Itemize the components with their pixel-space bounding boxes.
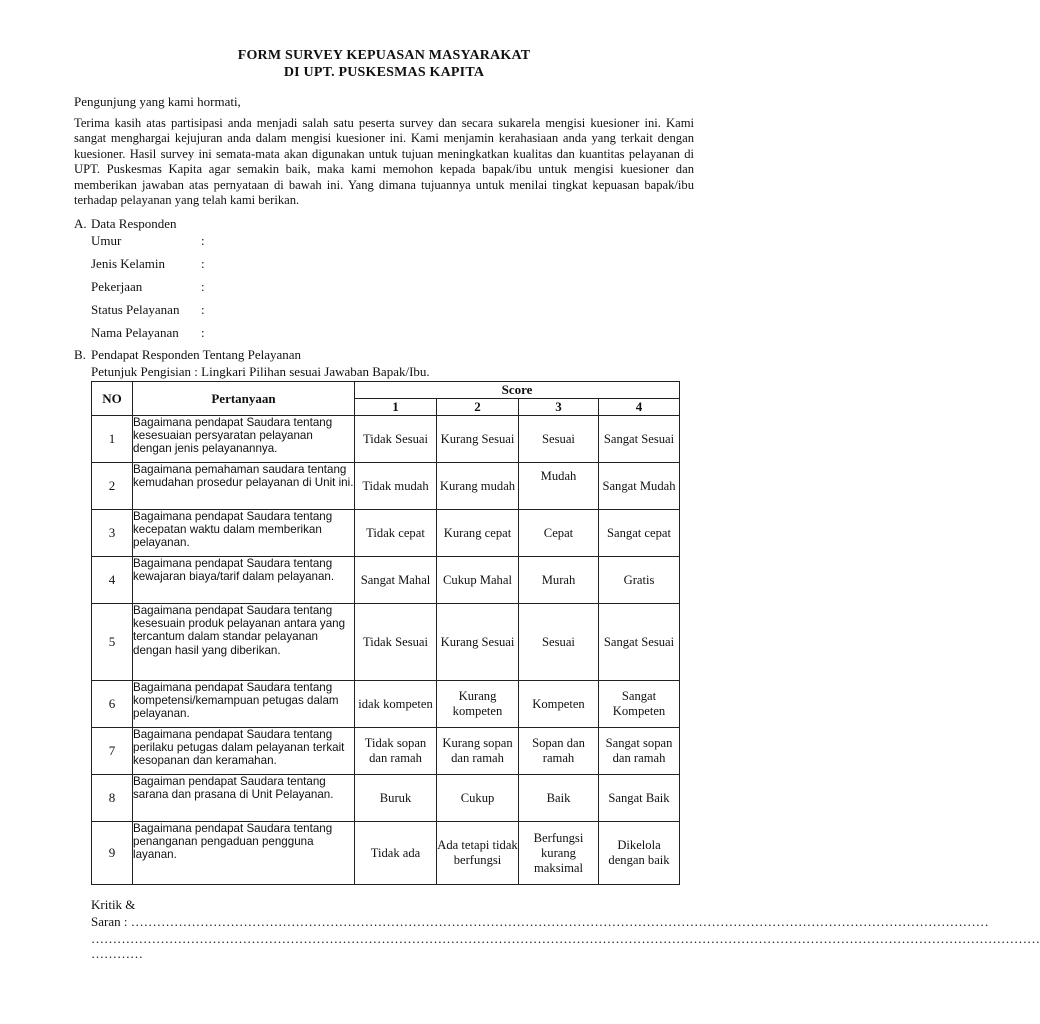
field-colon[interactable]: : (201, 325, 205, 340)
greeting: Pengunjung yang kami hormati, (74, 94, 241, 109)
survey-table (91, 381, 680, 885)
table-row (92, 822, 680, 885)
row-number: 7 (92, 728, 133, 775)
row-number: 9 (92, 822, 133, 885)
question-text: Bagaimana pendapat Saudara tentang kecepatan waktu dalam memberikan pelayanan. (133, 510, 355, 557)
answer-option[interactable]: Murah (519, 557, 599, 604)
answer-option[interactable]: Sangat Baik (599, 775, 680, 822)
row-number: 4 (92, 557, 133, 604)
field-label-jenis-kelamin: Jenis Kelamin (91, 256, 166, 271)
saran-line-end[interactable]: ………… (91, 946, 143, 961)
field-label-nama-pelayanan: Nama Pelayanan (91, 325, 179, 340)
header-score: Score (355, 382, 680, 399)
answer-option[interactable]: Cepat (519, 510, 599, 557)
answer-option[interactable]: Kurang Sesuai (437, 604, 519, 681)
header-no: NO (92, 382, 133, 416)
answer-option[interactable]: Sangat Mahal (355, 557, 437, 604)
answer-option[interactable]: Kurang mudah (437, 463, 519, 510)
instruction-text: Petunjuk Pengisian : Lingkari Pilihan sesuai Jawaban Bapak/Ibu. (91, 364, 430, 379)
row-number: 8 (92, 775, 133, 822)
answer-option[interactable]: Sopan dan ramah (519, 728, 599, 775)
answer-option[interactable]: Tidak Sesuai (355, 416, 437, 463)
table-row (92, 557, 680, 604)
answer-option[interactable]: Kurang Sesuai (437, 416, 519, 463)
section-a-heading (74, 216, 177, 232)
answer-option[interactable]: Sangat Sesuai (599, 416, 680, 463)
answer-option[interactable]: Sangat sopan dan ramah (599, 728, 680, 775)
header-score-3: 3 (519, 399, 599, 416)
field-colon[interactable]: : (201, 233, 205, 248)
section-b-letter: B. (74, 347, 86, 362)
field-colon[interactable]: : (201, 302, 205, 317)
table-row (92, 728, 680, 775)
table-row (92, 681, 680, 728)
table-row (92, 463, 680, 510)
answer-option[interactable]: Tidak cepat (355, 510, 437, 557)
field-label-umur: Umur (91, 233, 122, 248)
question-text: Bagaimana pendapat Saudara tentang kesesuain produk pelayanan antara yang tercantum dalam standar pelayanan dengan hasil yang diberikan. (133, 604, 355, 681)
table-row (92, 604, 680, 681)
answer-option[interactable]: Baik (519, 775, 599, 822)
answer-option[interactable]: Kompeten (519, 681, 599, 728)
answer-option[interactable]: Tidak sopan dan ramah (355, 728, 437, 775)
answer-option[interactable]: Buruk (355, 775, 437, 822)
answer-option[interactable]: Dikelola dengan baik (599, 822, 680, 885)
question-text: Bagaimana pendapat Saudara tentang kesesuaian persyaratan pelayanan dengan jenis pelayanannya. (133, 416, 355, 463)
header-score-4: 4 (599, 399, 680, 416)
answer-option[interactable]: Tidak Sesuai (355, 604, 437, 681)
row-number: 1 (92, 416, 133, 463)
header-question: Pertanyaan (133, 382, 355, 416)
row-number: 2 (92, 463, 133, 510)
row-number: 3 (92, 510, 133, 557)
answer-option[interactable]: Sesuai (519, 416, 599, 463)
saran-line[interactable]: ………………………………………………………………………………………………………………………………………………………………………………………………… (91, 931, 1040, 946)
question-text: Bagaimana pendapat Saudara tentang kompetensi/kemampuan petugas dalam pelayanan. (133, 681, 355, 728)
saran-field[interactable]: Saran : ……………………………………………………………………………………………………………………………………………………………………………… (91, 914, 989, 929)
answer-option[interactable]: Sangat Kompeten (599, 681, 680, 728)
answer-option[interactable]: Tidak ada (355, 822, 437, 885)
answer-option[interactable]: Cukup (437, 775, 519, 822)
kritik-label: Kritik & (91, 897, 136, 912)
answer-option[interactable]: Sangat Sesuai (599, 604, 680, 681)
section-b-heading (74, 347, 301, 363)
answer-option[interactable]: Tidak mudah (355, 463, 437, 510)
row-number: 6 (92, 681, 133, 728)
form-subtitle: DI UPT. PUSKESMAS KAPITA (283, 65, 485, 80)
answer-option[interactable]: Ada tetapi tidak berfungsi (437, 822, 519, 885)
question-text: Bagaiman pendapat Saudara tentang sarana dan prasana di Unit Pelayanan. (133, 775, 355, 822)
field-label-pekerjaan: Pekerjaan (91, 279, 143, 294)
question-text: Bagaimana pendapat Saudara tentang perilaku petugas dalam pelayanan terkait kesopanan dan keramahan. (133, 728, 355, 775)
form-title: FORM SURVEY KEPUASAN MASYARAKAT (237, 48, 531, 63)
question-text: Bagaimana pemahaman saudara tentang kemudahan prosedur pelayanan di Unit ini. (133, 463, 355, 510)
section-b-title: Pendapat Responden Tentang Pelayanan (91, 347, 302, 362)
answer-option[interactable]: Cukup Mahal (437, 557, 519, 604)
field-colon[interactable]: : (201, 256, 205, 271)
answer-option[interactable]: idak kompeten (355, 681, 437, 728)
section-a-title: Data Responden (91, 216, 177, 231)
table-row (92, 775, 680, 822)
answer-option[interactable]: Kurang sopan dan ramah (437, 728, 519, 775)
answer-option[interactable]: Sesuai (519, 604, 599, 681)
header-score-2: 2 (437, 399, 519, 416)
intro-paragraph: Terima kasih atas partisipasi anda menjadi salah satu peserta survey dan secara sukarela mengisi kuesioner ini. Kami sangat menghargai kejujuran anda dalam mengisi kuesioner ini. Kami menjamin kerahasiaan anda yang terkait dengan kuesioner. Hasil survey ini semata-mata akan digunakan untuk tujuan meningkatkan kualitas dan kuantitas pelayanan di UPT. Puskesmas Kapita agar semakin baik, maka kami memohon kepada bapak/ibu untuk mengisi kuesioner dan memberikan jawaban atas pernyataan di bawah ini. Yang dimana tujuannya untuk menilai tingkat kepuasan bapak/ibu terhadap pelayanan yang telah kami berikan. (74, 116, 694, 208)
field-colon[interactable]: : (201, 279, 205, 294)
answer-option[interactable]: Mudah (519, 463, 599, 510)
answer-option[interactable]: Berfungsi kurang maksimal (519, 822, 599, 885)
header-score-1: 1 (355, 399, 437, 416)
question-text: Bagaimana pendapat Saudara tentang kewajaran biaya/tarif dalam pelayanan. (133, 557, 355, 604)
question-text: Bagaimana pendapat Saudara tentang penanganan pengaduan pengguna layanan. (133, 822, 355, 885)
field-label-status-pelayanan: Status Pelayanan (91, 302, 180, 317)
row-number: 5 (92, 604, 133, 681)
table-row (92, 416, 680, 463)
answer-option[interactable]: Sangat cepat (599, 510, 680, 557)
section-a-letter: A. (74, 216, 87, 231)
answer-option[interactable]: Sangat Mudah (599, 463, 680, 510)
answer-option[interactable]: Gratis (599, 557, 680, 604)
table-row (92, 510, 680, 557)
answer-option[interactable]: Kurang kompeten (437, 681, 519, 728)
answer-option[interactable]: Kurang cepat (437, 510, 519, 557)
